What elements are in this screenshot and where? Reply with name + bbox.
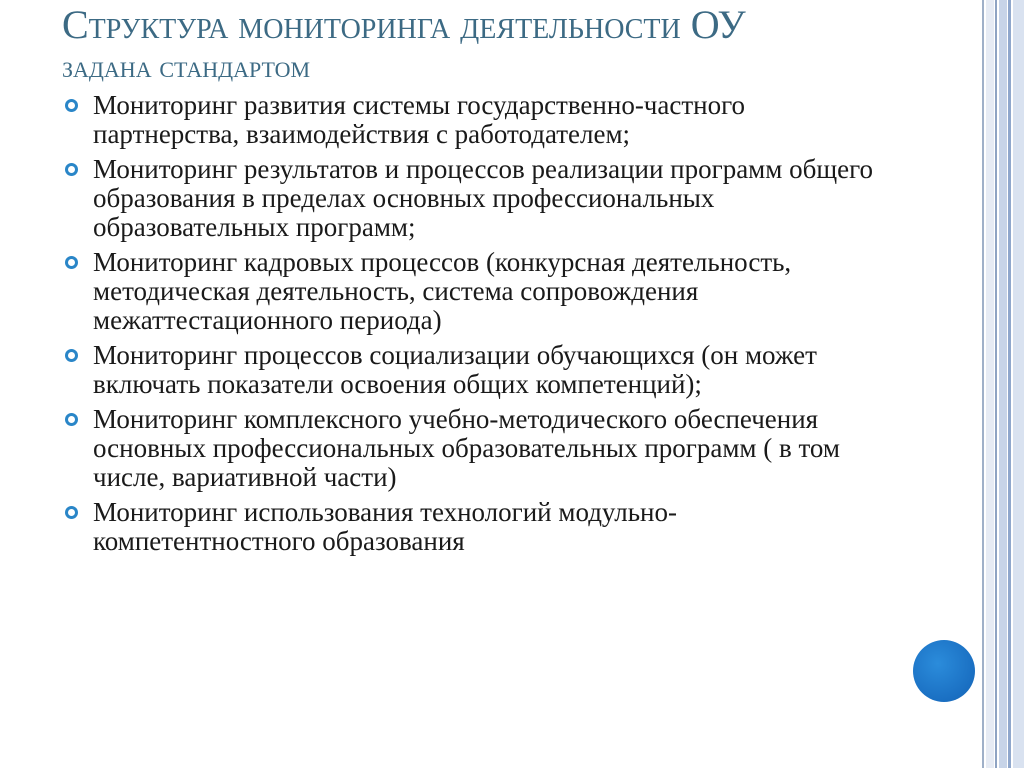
stripe — [995, 0, 997, 768]
ring-bullet-icon — [65, 506, 78, 519]
ring-bullet-icon — [65, 163, 78, 176]
bullet-item — [62, 341, 892, 399]
title-line-2: задана стандартом — [62, 48, 311, 84]
bullet-text: Мониторинг кадровых процессов (конкурсная деятельность, методическая деятельность, система сопровождения межаттестационного периода) — [93, 247, 792, 335]
bullet-list — [62, 91, 892, 562]
bullet-text: Мониторинг использования технологий модульно-компетентностного образования — [93, 497, 677, 556]
bullet-item — [62, 405, 892, 492]
stripe — [1013, 0, 1024, 768]
stripe — [999, 0, 1007, 768]
ring-bullet-icon — [65, 256, 78, 269]
decorative-stripes — [982, 0, 1024, 768]
ring-bullet-icon — [65, 413, 78, 426]
bullet-item — [62, 248, 892, 335]
bullet-text: Мониторинг развития системы государственно-частного партнерства, взаимодействия с работодателем; — [93, 90, 746, 149]
blue-circle-decoration — [913, 640, 975, 702]
ring-bullet-icon — [65, 349, 78, 362]
stripe — [982, 0, 984, 768]
ring-bullet-icon — [65, 99, 78, 112]
bullet-text: Мониторинг комплексного учебно-методического обеспечения основных профессиональных образовательных программ ( в том числе, вариативной части) — [93, 404, 841, 492]
stripe — [1008, 0, 1011, 768]
bullet-item — [62, 91, 892, 149]
bullet-text: Мониторинг процессов социализации обучающихся (он может включать показатели освоения общих компетенций); — [93, 340, 817, 399]
bullet-text: Мониторинг результатов и процессов реализации программ общего образования в пределах основных профессиональных образовательных программ; — [93, 154, 874, 242]
bullet-item — [62, 155, 892, 242]
slide-title — [62, 2, 962, 85]
title-line-1: Структура мониторинга деятельности ОУ — [62, 2, 746, 47]
stripe — [986, 0, 994, 768]
bullet-item — [62, 498, 892, 556]
